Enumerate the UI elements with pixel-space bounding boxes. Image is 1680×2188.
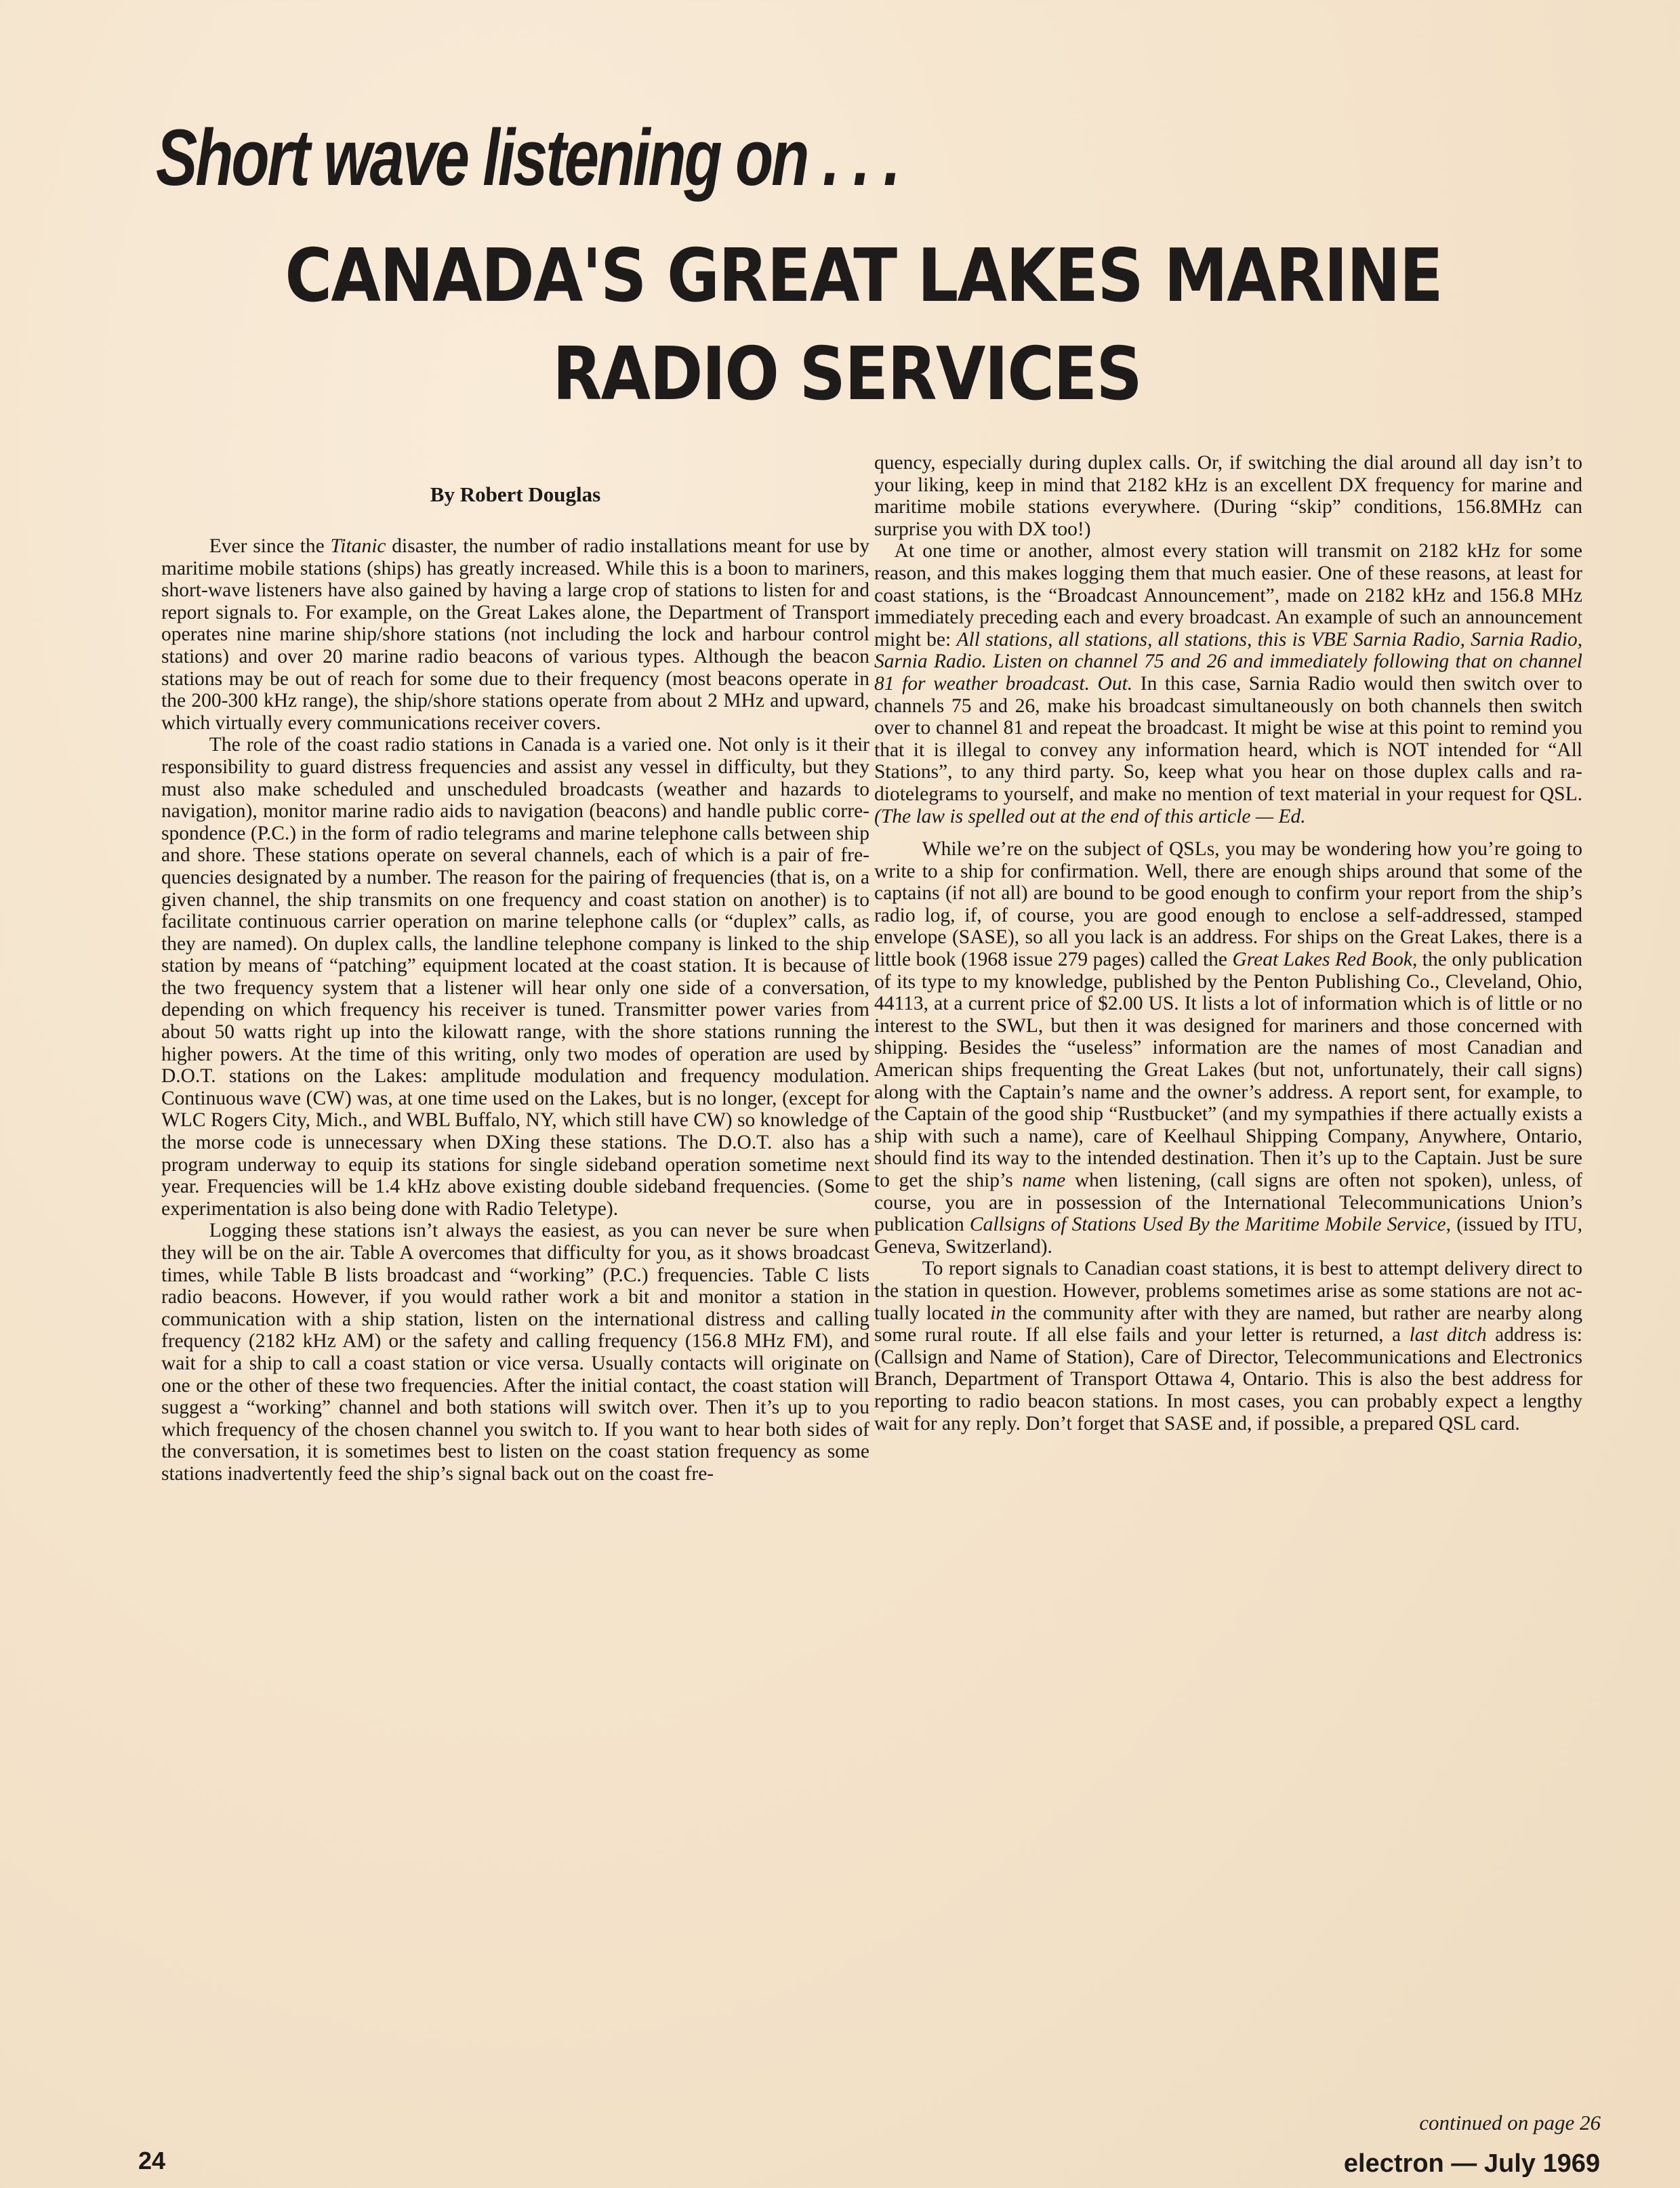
headline-text-2: RADIO SERVICES xyxy=(552,332,1141,417)
left-column xyxy=(161,535,869,1485)
text-run: , the only publication of its type to my knowledge, published by the Penton Publishing Co., Cleveland, Ohio, 44113, at a current price of $2.00 US. It lists a lot of information which is of little or no interest to the SWL, but then it was designed for mariners and those concerned with shipping. Besides the “useless” information are the names of most Canadian and American ships frequenting the Great Lakes (but not, unfortunately, their call signs) along with the Captain’s name and the owner’s address. A report sent, for example, to the Captain of the good ship “Rustbucket” (and my sympathies if there actually exists a ship with such a name), care of Keelhaul Shipping Company, Anywhere, Ontario, should find its way to the intended destination. Then it’s up to the Captain. Just be sure to get the ship’s xyxy=(874,949,1582,1191)
article-headline-line-2 xyxy=(7,332,1680,417)
paragraph: The role of the coast radio stations in Canada is a varied one. Not only is it their responsibility to guard distress frequencies and assist any vessel in difficulty, but they must also make scheduled and unscheduled broadcasts (weather and hazards to navigation), monitor marine radio aids to navigation (beacons) and handle public correspondence (P.C.) in the form of radio telegrams and marine telephone calls between ship and shore. These stations operate on several channels, each of which is a pair of frequencies designated by a number. The reason for the pairing of frequencies (that is, on a given channel, the ship transmits on one frequency and coast station on another) is to facilitate continuous carrier operation on marine telephone calls (or “duplex” calls, as they are named). On duplex calls, the landline telephone company is linked to the ship station by means of “patching” equipment located at the coast station. It is because of the two frequency system that a listener will hear only one side of a conversation, depending on which frequency his receiver is tuned. Transmitter power varies from about 50 watts right up into the kilowatt range, with the shore stations running the higher powers. At the time of this writing, only two modes of operation are used by D.O.T. stations on the Lakes: amplitude modulation and frequency modulation. Continuous wave (CW) was, at one time used on the Lakes, but is no longer, (except for WLC Rogers City, Mich., and WBL Buffalo, NY, which still have CW) so knowledge of the morse code is unnecessary when DXing these stations. The D.O.T. also has a program underway to equip its stations for single sideband operation sometime next year. Frequencies will be 1.4 kHz above existing double sideband frequencies. (Some experimentation is also being done with Radio Teletype). xyxy=(161,734,869,1220)
italic-text: name xyxy=(1022,1170,1066,1191)
italic-text: Callsigns of Stations Used By the Maritime Mobile Service xyxy=(969,1214,1446,1236)
paragraph: Logging these stations isn’t always the easiest, as you can never be sure when they will be on the air. Table A overcomes that difficulty for you, as it shows broadcast times, while Table B lists broadcast and “working” (P.C.) frequencies. Table C lists radio beacons. However, if you would rather work a bit and monitor a station in communication with a ship station, listen on the international distress and calling frequency (2182 kHz AM) or the safety and calling frequency (156.8 MHz FM), and wait for a ship to call a coast station or vice versa. Usually contacts will originate on one or the other of these two frequencies. After the initial contact, the coast station will suggest a “working” channel and both stations will switch over. Then it’s up to you which frequency of the chosen channel you switch to. If you want to hear both sides of the conversation, it is sometimes best to listen on the coast station frequency as some stations inadvertently feed the ship’s signal back out on the coast fre- xyxy=(161,1220,869,1485)
italic-text: last ditch xyxy=(1409,1324,1487,1346)
article-headline-line-1 xyxy=(24,234,1680,318)
paragraph xyxy=(874,540,1582,827)
page-number: 24 xyxy=(138,2147,166,2174)
right-column xyxy=(874,452,1582,1434)
text-run: To report signals to Canadian coast stations, it is best to attempt delivery direct to the station in question. However, problems sometimes arise as some stations are not actually located xyxy=(874,1258,1582,1324)
publication-footer: electron — July 1969 xyxy=(1343,2149,1600,2178)
text-run: At one time or another, almost every station will transmit on 2182 kHz for some reason, and this makes logging them that much easier. One of these reasons, at least for coast stations, is the “Broadcast Announcement”, made on 2182 kHz and 156.8 MHz immediately preceding each and every broadcast. An example of such an announcement might be: xyxy=(874,540,1582,651)
paragraph xyxy=(874,838,1582,1258)
paragraph xyxy=(161,535,869,734)
text-run: Ever since the xyxy=(209,535,331,557)
paragraph: quency, especially during duplex calls. Or, if switching the dial around all day isn’t to your liking, keep in mind that 2182 kHz is an excellent DX frequency for marine and maritime mobile stations everywhere. (During “skip” conditions, 156.8MHz can surprise you with DX too!) xyxy=(874,452,1582,540)
paragraph xyxy=(874,1258,1582,1434)
text-run: disaster, the number of radio installations meant for use by maritime mobile stations (ships) has greatly increased. While this is a boon to mariners, short-wave listeners have also gained by having a large crop of stations to listen for and report signals to. For example, on the Great Lakes alone, the Department of Transport operates nine marine ship/shore stations (not including the lock and harbour control stations) and over 20 marine radio beacons of various types. Although the beacon stations may be out of reach for some due to their frequency (most beacons operate in the 200-300 kHz range), the ship/shore stations operate from about 2 MHz and upward, which virtually every communications receiver covers. xyxy=(161,535,869,734)
italic-text: in xyxy=(990,1302,1006,1324)
text-run: , (issued by ITU, Geneva, Switzerland). xyxy=(874,1214,1582,1258)
italic-text: Titanic xyxy=(330,535,386,557)
text-run: when listening, (call signs are often not spoken), unless, of course, you are in possession of the International Telecommunications Union’s publication xyxy=(874,1170,1582,1236)
byline: By Robert Douglas xyxy=(430,482,601,506)
italic-text: All stations, all stations, all stations, this is VBE Sarnia Radio, Sarnia Radio, Sarnia Radio. Listen on channel 75 and 26 and immediately following that on channel 81 for weather broadcast. Out. xyxy=(874,628,1582,695)
continued-note: continued on page 26 xyxy=(1419,2111,1601,2134)
text-run: In this case, Sarnia Radio would then switch over to channels 75 and 26, make his broadcast simultaneously on both channels then switch over to channel 81 and repeat the broadcast. It might be wise at this point to remind you that it is illegal to convey any information heard, which is NOT intended for “All Stations”, to any third party. So, keep what you hear on those duplex calls and radiotelegrams to yourself, and make no mention of text material in your request for QSL. xyxy=(874,672,1582,805)
article-kicker: Short wave listening on . . . xyxy=(156,113,899,203)
headline-text-1: CANADA'S GREAT LAKES MARINE xyxy=(285,234,1443,318)
italic-text: (The law is spelled out at the end of this article — Ed. xyxy=(874,805,1306,827)
text-run: While we’re on the subject of QSLs, you may be wondering how you’re going to write to a ship for confirmation. Well, there are enough ships around that some of the captains (if not all) are bound to be good enough to confirm your report from the ship’s radio log, if, of course, you are good enough to enclose a self-addressed, stamped envelope (SASE), so all you lack is an address. For ships on the Great Lakes, there is a little book (1968 issue 279 pages) called the xyxy=(874,838,1582,971)
text-run: the community after with they are named, but rather are nearby along some rural route. If all else fails and your letter is returned, a xyxy=(874,1302,1582,1346)
text-run: address is: (Callsign and Name of Station), Care of Director, Telecommunications and Electronics Branch, Department of Transport Ottawa 4, Ontario. This is also the best address for reporting to radio beacon stations. In most cases, you can probably expect a lengthy wait for any reply. Don’t forget that SASE and, if possible, a prepared QSL card. xyxy=(874,1324,1582,1434)
italic-text: Great Lakes Red Book xyxy=(1232,949,1412,971)
